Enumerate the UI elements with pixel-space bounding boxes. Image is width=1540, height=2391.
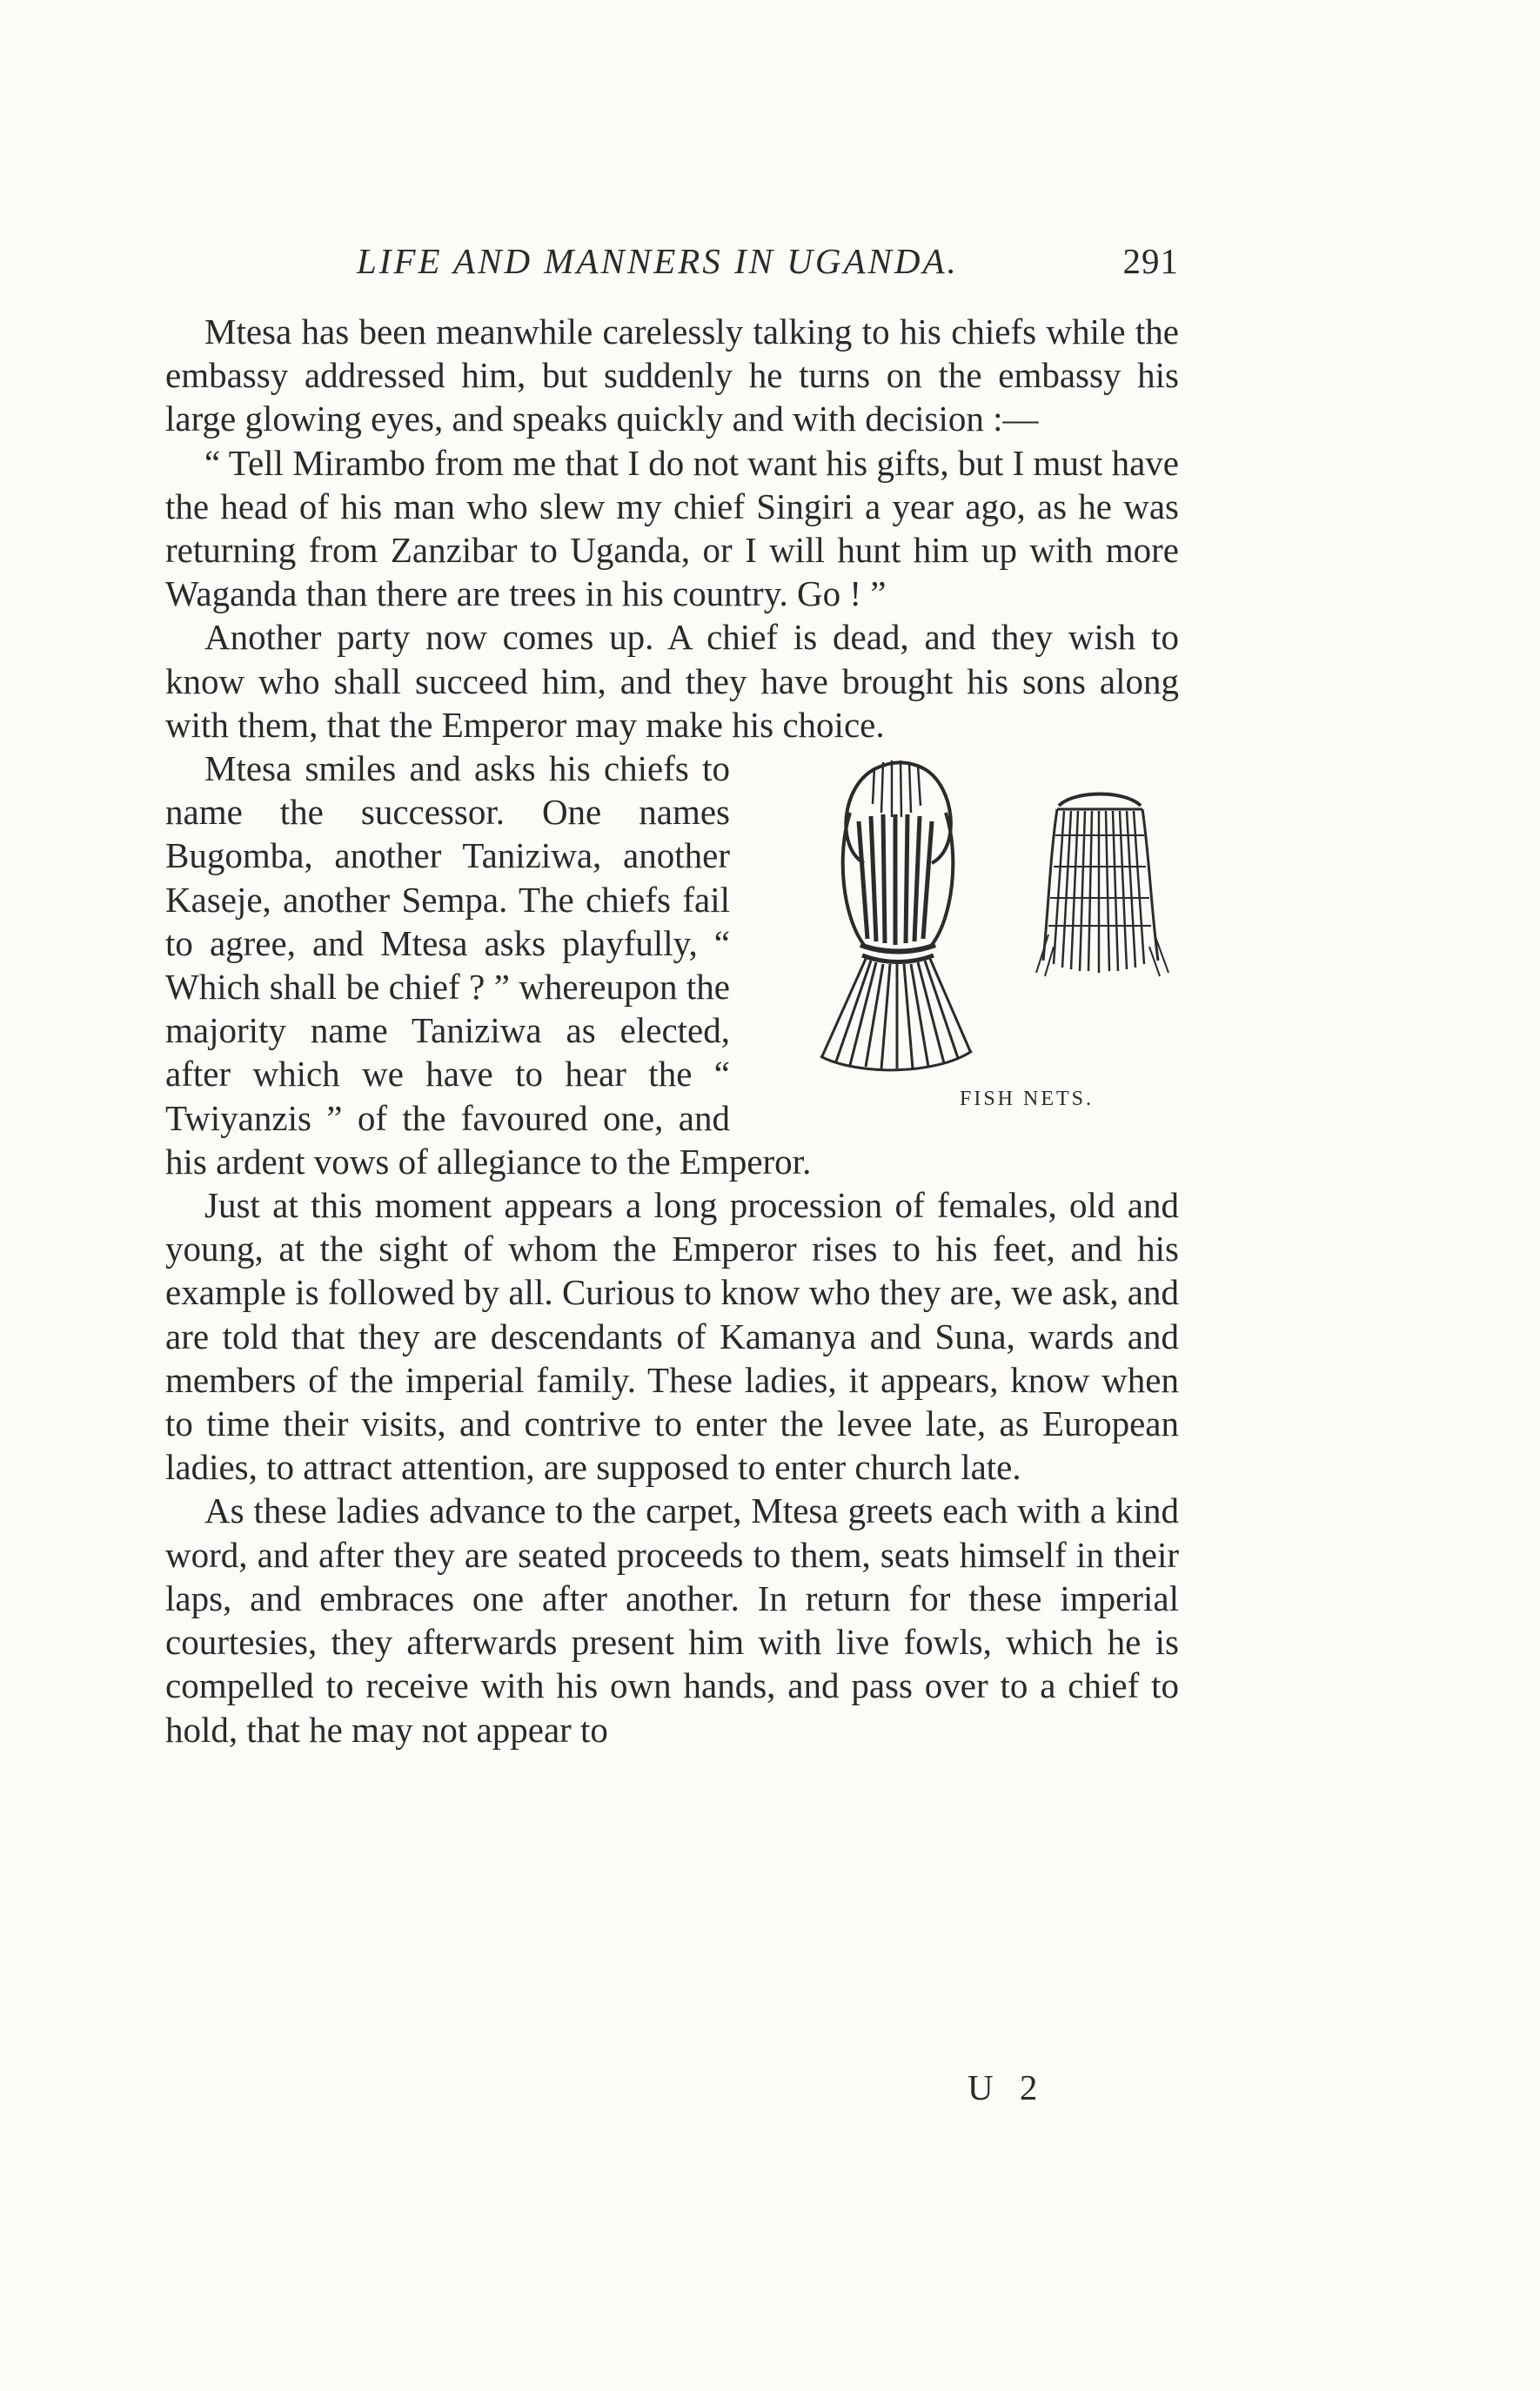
running-head xyxy=(165,240,1179,292)
paragraph-6: As these ladies advance to the carpet, Mtesa greets each with a kind word, and after they are seated proceeds to them, seats himself in their laps, and embraces one after another. In return for these imperial courtesies, they afterwards present him with live fowls, which he is compelled to receive with his own hands, and pass over to a chief to hold, that he may not appear to xyxy=(165,1490,1179,1750)
paragraph-3: Another party now comes up. A chief is dead, and they wish to know who shall succeed him, and they have brought his sons along with them, that the Emperor may make his choice. xyxy=(165,617,1179,745)
fish-net-right xyxy=(1036,794,1168,977)
body-text xyxy=(165,310,1179,1751)
fish-net-left xyxy=(820,760,972,1070)
running-title: LIFE AND MANNERS IN UGANDA. xyxy=(357,241,959,281)
paragraph-1: Mtesa has been meanwhile carelessly talking to his chiefs while the embassy addressed him, but suddenly he turns on the embassy his large glowing eyes, and speaks quickly and with decision :— xyxy=(165,311,1179,439)
paragraph-4: Mtesa smiles and asks his chiefs to name the successor. One names Bugomba, another Taniziwa, another Kaseje, another Sempa. The chiefs fail to agree, and Mtesa asks playfully, “ Which shall be chief ? ” whereupon the majority name Taniziwa as elected, after which we have to hear the “ Twiyanzis ” of the favoured one, and his ardent vows of allegiance to the Emperor. xyxy=(165,748,812,1182)
figure-caption: FISH NETS. xyxy=(959,1088,1095,1111)
signature-mark: U 2 xyxy=(968,2067,1047,2107)
paragraph-2: “ Tell Mirambo from me that I do not want his gifts, but I must have the head of his man who slew my chief Singiri a year ago, as he was returning from Zanzibar to Uganda, or I will hunt him up with more Waganda than there are trees in his country. Go ! ” xyxy=(165,442,1179,614)
fish-nets-figure xyxy=(753,752,1179,1115)
fish-nets-illustration-icon xyxy=(753,752,1179,1074)
paragraph-5: Just at this moment appears a long procession of females, old and young, at the sight of whom the Emperor rises to his feet, and his example is followed by all. Curious to know who they are, we ask, and are told that they are descendants of Kamanya and Suna, wards and members of the imperial family. These ladies, it appears, know when to time their visits, and contrive to enter the levee late, as European ladies, to attract attention, are supposed to enter church late. xyxy=(165,1185,1179,1488)
page-number: 291 xyxy=(1122,241,1179,281)
